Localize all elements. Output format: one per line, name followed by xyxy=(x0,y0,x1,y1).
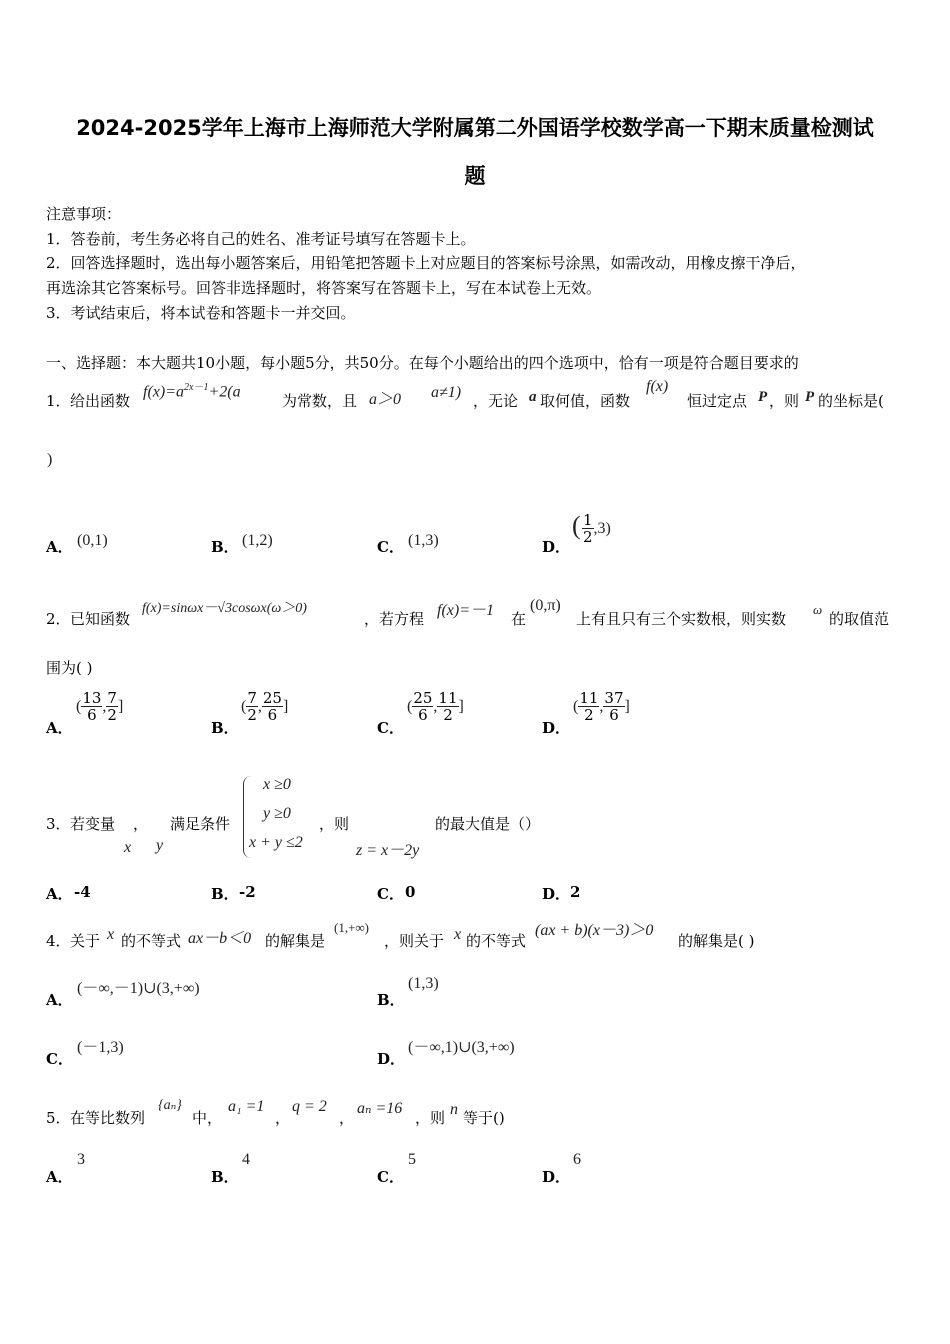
q2-option-a-label: A． xyxy=(46,719,73,737)
q2-text: 在 xyxy=(511,610,527,628)
q1-option-a: (0,1) xyxy=(77,532,108,549)
note-item-2-cont: 再选涂其它答案标号。回答非选择题时，将答案写在答题卡上，写在本试卷上无效。 xyxy=(46,279,602,297)
q4-text: ，则关于 xyxy=(384,932,445,950)
q4-option-b: (1,3) xyxy=(408,975,439,992)
q3-condition-2: y ≥0 xyxy=(263,805,291,822)
fraction: $\frac{37}{6}$ xyxy=(604,689,624,724)
q5-var-n: n xyxy=(450,1101,458,1118)
q1-option-d-label: D． xyxy=(542,538,571,556)
q2-text: 上有且只有三个实数根，则实数 xyxy=(576,610,787,628)
q5-option-c-label: C． xyxy=(377,1168,404,1186)
notes-heading: 注意事项： xyxy=(46,205,122,223)
q5-option-d: 6 xyxy=(573,1151,581,1168)
q3-condition-3: x + y ≤2 xyxy=(249,834,303,851)
q2-omega: ω xyxy=(813,602,823,617)
q1-option-d-open: ( xyxy=(572,511,581,540)
q5-text: 中， xyxy=(192,1109,223,1127)
q5-option-b: 4 xyxy=(242,1151,250,1168)
q1-number: 1． xyxy=(46,392,71,410)
q3-option-a-label: A． xyxy=(46,885,73,903)
q5-option-b-label: B． xyxy=(211,1168,239,1186)
q3-option-c-label: C． xyxy=(377,885,404,903)
q3-option-b-label: B． xyxy=(211,885,239,903)
q2-text: ，若方程 xyxy=(364,610,425,628)
q1-text: 取何值，函数 xyxy=(540,392,631,410)
q3-text: ，则 xyxy=(319,815,350,833)
q5-first-term: a₁ =1 xyxy=(228,1098,265,1115)
q3-separator: ， xyxy=(133,815,149,833)
q2-function: f(x)=sinωx－√3cosωx(ω＞0) xyxy=(142,601,307,616)
q5-option-d-label: D． xyxy=(542,1168,571,1186)
q2-text: 已知函数 xyxy=(70,610,131,628)
q2-option-d: ( $\frac{11}{2}$ , $\frac{37}{6}$ ] xyxy=(573,689,630,724)
q1-text: 为常数，且 xyxy=(282,392,358,410)
q1-text: 的坐标是( xyxy=(818,392,884,410)
fraction: $\frac{1}{2}$ xyxy=(583,511,593,546)
q2-option-b-label: B． xyxy=(211,719,239,737)
page-title: 2024-2025学年上海市上海师范大学附属第二外国语学校数学高一下期末质量检测试 xyxy=(76,116,874,140)
q3-option-c: 0 xyxy=(405,883,416,901)
q5-nth-term: aₙ =16 xyxy=(357,1100,403,1117)
q1-condition: a＞0 xyxy=(369,391,402,408)
fraction: $\frac{7}{2}$ xyxy=(107,689,117,724)
q4-inequality-2: (ax + b)(x－3)＞0 xyxy=(535,922,654,939)
q4-var-x: x xyxy=(107,926,115,943)
q3-objective: z = x－2y xyxy=(356,842,420,859)
q5-ratio: q = 2 xyxy=(292,1098,327,1115)
q4-number: 4． xyxy=(46,932,71,950)
q1-option-b-label: B． xyxy=(211,538,239,556)
q3-option-d-label: D． xyxy=(542,885,571,903)
q1-option-c-label: C． xyxy=(377,538,404,556)
q1-point-p: P xyxy=(758,389,768,405)
q4-option-a: (－∞,－1)∪(3,+∞) xyxy=(77,980,200,997)
q4-option-b-label: B． xyxy=(377,991,405,1009)
q2-option-c: ( $\frac{25}{6}$ , $\frac{11}{2}$ ] xyxy=(407,689,464,724)
q4-option-c-label: C． xyxy=(46,1050,73,1068)
note-item-2: 2．回答选择题时，选出每小题答案后，用铅笔把答题卡上对应题目的答案标号涂黑，如需改动，用橡皮擦干净后， xyxy=(46,254,806,272)
q4-text: 的解集是( ) xyxy=(678,932,755,950)
q4-option-c: (－1,3) xyxy=(77,1039,124,1056)
q4-option-a-label: A． xyxy=(46,991,73,1009)
q1-text: ，无论 xyxy=(473,392,519,410)
q3-text: 的最大值是（） xyxy=(435,815,541,833)
fraction: $\frac{11}{2}$ xyxy=(579,689,599,724)
q3-text: 若变量 xyxy=(70,815,116,833)
page-title-continued: 题 xyxy=(464,164,486,188)
q5-option-a: 3 xyxy=(77,1151,85,1168)
q2-option-a: ( $\frac{13}{6}$ , $\frac{7}{2}$ ] xyxy=(76,689,124,724)
fraction: $\frac{11}{2}$ xyxy=(438,689,458,724)
q2-text-cont: 围为( ) xyxy=(46,659,93,677)
section-heading: 一、选择题：本大题共10小题，每小题5分，共50分。在每个小题给出的四个选项中，恰有一项是符合题目要求的 xyxy=(46,354,799,372)
q2-interval: (0,π) xyxy=(530,597,561,614)
q3-condition-1: x ≥0 xyxy=(263,776,291,793)
q1-option-d: $\frac{1}{2}$ ,3) xyxy=(583,511,611,546)
q3-number: 3． xyxy=(46,815,71,833)
note-item-3: 3．考试结束后，将本试卷和答题卡一并交回。 xyxy=(46,304,356,322)
fraction: $\frac{25}{6}$ xyxy=(262,689,282,724)
q2-equation: f(x)=－1 xyxy=(437,602,495,619)
q4-text: 关于 xyxy=(70,932,101,950)
q1-condition: a≠1) xyxy=(431,384,462,401)
q2-option-b: ( $\frac{7}{2}$ , $\frac{25}{6}$ ] xyxy=(241,689,289,724)
q1-function: $f(x)=a^{2x-1}+2(a$ xyxy=(143,382,241,401)
q4-option-d: (－∞,1)∪(3,+∞) xyxy=(408,1039,515,1056)
q1-option-c: (1,3) xyxy=(408,532,439,549)
q1-fx: f(x) xyxy=(646,378,669,395)
q1-text: 给出函数 xyxy=(70,392,131,410)
q5-option-c: 5 xyxy=(408,1151,416,1168)
q4-solution-set: (1,+∞) xyxy=(334,920,370,935)
q3-option-d: 2 xyxy=(570,883,581,901)
q1-option-b: (1,2) xyxy=(242,532,273,549)
q1-point-p: P xyxy=(805,389,815,405)
fraction: $\frac{13}{6}$ xyxy=(82,689,102,724)
q3-option-b: -2 xyxy=(239,883,256,901)
q1-text: ，则 xyxy=(769,392,800,410)
q4-option-d-label: D． xyxy=(377,1050,406,1068)
q5-text: ，则 xyxy=(415,1109,446,1127)
q2-number: 2． xyxy=(46,610,71,628)
q3-option-a: -4 xyxy=(74,883,91,901)
q4-text: 的解集是 xyxy=(265,932,326,950)
q1-text: 恒过定点 xyxy=(687,392,748,410)
note-item-1: 1．答卷前，考生务必将自己的姓名、准考证号填写在答题卡上。 xyxy=(46,230,476,248)
fraction: $\frac{7}{2}$ xyxy=(247,689,257,724)
q5-text: 在等比数列 xyxy=(70,1109,146,1127)
q4-text: 的不等式 xyxy=(466,932,527,950)
q5-sequence: {aₙ} xyxy=(158,1098,182,1113)
q1-var-a: a xyxy=(529,389,537,405)
q3-var-x: x xyxy=(124,839,132,856)
q3-var-y: y xyxy=(156,837,164,854)
q5-separator: ， xyxy=(275,1109,291,1127)
q3-text: 满足条件 xyxy=(170,815,231,833)
q5-text: 等于() xyxy=(463,1109,505,1127)
q5-option-a-label: A． xyxy=(46,1168,73,1186)
fraction: $\frac{25}{6}$ xyxy=(413,689,433,724)
q4-text: 的不等式 xyxy=(121,932,182,950)
q4-inequality-1: ax－b＜0 xyxy=(188,930,252,947)
q2-text: 的取值范 xyxy=(829,610,890,628)
q5-separator: ， xyxy=(339,1109,355,1127)
q2-option-c-label: C． xyxy=(377,719,404,737)
q4-var-x: x xyxy=(454,926,462,943)
q1-option-a-label: A． xyxy=(46,538,73,556)
q5-number: 5． xyxy=(46,1109,71,1127)
q2-option-d-label: D． xyxy=(542,719,571,737)
q1-close-paren: ) xyxy=(47,451,53,468)
